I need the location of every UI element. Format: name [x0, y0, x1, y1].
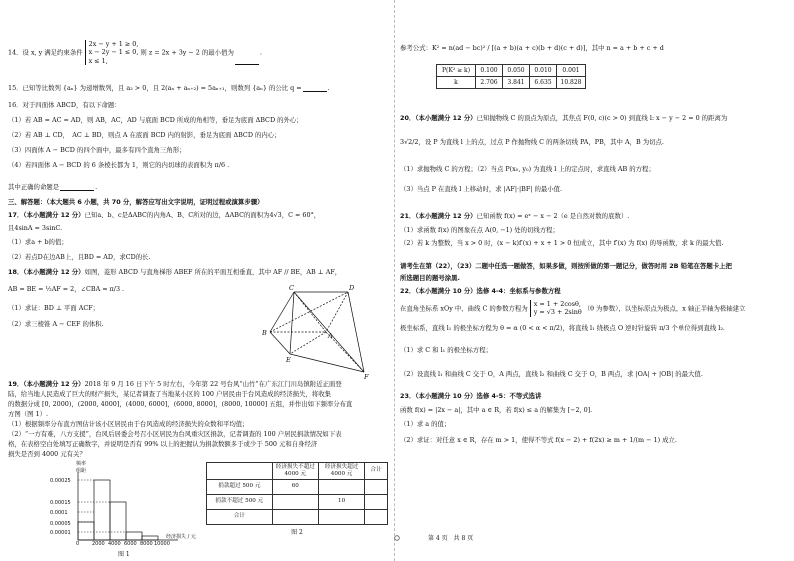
q16-end: .	[95, 183, 98, 191]
q22-text: 在直角坐标系 xOy 中，曲线 C 的参数方程为	[400, 304, 528, 313]
q23-head: 23．（本小题满分 10 分）选修 4-5：不等式选讲	[400, 392, 542, 400]
table-cell: 3.841	[503, 77, 530, 89]
q21-text: 已知函数 f(x) = eˣ − x − 2（e 是自然对数的底数）.	[476, 212, 630, 220]
table-cell	[365, 494, 388, 509]
q17-part-1: （1）求a + b的值；	[8, 238, 68, 246]
table-cell: 0.010	[530, 65, 557, 77]
hist-ylabel-top: 频率	[76, 461, 87, 467]
table-cell: 10	[318, 494, 364, 509]
q16-item-1: （1）若 AB = AC = AD，则 AB，AC，AD 与底面 BCD 所成的角相等，垂足为底面 ΔBCD 的外心；	[8, 116, 303, 124]
q19-part-2: （2）“一方有难，八方支援”，台风后居委会号召小区居民为台风重灾区捐款，记者调查的 100 户居民捐款情况如下表	[8, 430, 342, 438]
table-row	[437, 65, 586, 77]
ytick-4: 0.00005	[50, 521, 71, 527]
ytick-3: 0.0001	[50, 510, 68, 516]
q20-parts-1-2: （1）求抛物线 C 的方程；（2）当点 P(x₀, y₀) 为直线 l 上的定点时，求直线 AB 的方程；	[400, 165, 655, 173]
edge-ae	[290, 332, 326, 354]
table-cell: 10.828	[557, 77, 586, 89]
edge-ca	[294, 292, 326, 332]
bar-4000-6000	[110, 502, 126, 540]
hist-xlabel: 经济损失 / 元	[166, 534, 196, 540]
xtick-6000: 6000	[124, 541, 137, 547]
center-circle-mark	[394, 535, 400, 543]
bar-2000-4000	[94, 480, 110, 540]
q18-line-1	[8, 268, 341, 276]
question-15	[8, 84, 330, 92]
table-cell	[272, 509, 318, 524]
q23-part-2: （2）求证：对任意 x ∈ R，存在 m > 1，使得不等式 f(x − 2) + f(2x) ≥ m + 1/(m − 1) 成立.	[400, 436, 677, 444]
elective-notice: 请考生在第（22），（23）二题中任选一题做答，如果多做，则按所做的第一题记分，做答时用 2B 铅笔在答题卡上把	[400, 262, 732, 270]
table-cell: 捐款不超过 500 元	[207, 494, 273, 509]
table-cell	[272, 494, 318, 509]
q14-text: x, y 满足约束条件	[28, 48, 83, 57]
edge-ef	[290, 354, 364, 372]
q18-part-1: （1）求证：BD ⊥ 平面 ACF；	[8, 304, 100, 312]
q22-line-2: 极坐标系，直线 l₁ 的极坐标方程为 θ = α (0 < α < π/2)，将直线 l₁ 绕极点 O 逆时针旋转 π/3 个单位得到直线 l₂.	[400, 324, 725, 332]
figure-2-caption: 图 2	[291, 528, 303, 536]
q17-text: 已知a、b、c是ΔABC的内角A、B、C所对的边，ΔABC的面积为4√3，C = 60°，	[84, 211, 321, 219]
vertex-d: D	[349, 284, 355, 292]
edge-df	[348, 292, 364, 372]
constraint-3: x ≤ 1,	[88, 56, 108, 65]
q20-line-2: 3√2/2，设 P 为直线 l 上的点，过点 P 作抛物线 C 的两条切线 PA，PB，其中 A，B 为切点.	[400, 138, 664, 146]
xtick-8000: 8000	[140, 541, 153, 547]
q18-text: 如图，菱形 ABCD 与直角梯形 ABEF 所在的平面互相垂直，其中 AF // BE，AB ⊥ AF，	[84, 268, 342, 276]
constraint-2: x − 2y − 1 ≤ 0,	[88, 48, 139, 57]
critical-value-table	[436, 64, 586, 89]
q15-text: 15．已知等比数列 {aₙ} 为递增数列，且 a₂ > 0，且 2(aₙ + aₙ₊₂) = 5aₙ₊₁，则数列 {aₙ} 的公比 q =	[8, 84, 302, 92]
q19-line-3: 的数据分成 [0, 2000)，(2000, 4000]，(4000, 6000]，(6000, 8000]，(8000, 10000] 五组，并作出如下频率分布直	[8, 400, 353, 408]
q21-part-2: （2）若 k 为整数，当 x > 0 时，(x − k)f′(x) + x + 1 > 0 恒成立，其中 f′(x) 为 f(x) 的导函数，求 k 的最大值.	[400, 239, 724, 247]
xtick-10000: 10000	[154, 541, 170, 547]
q22-line-1	[400, 300, 745, 317]
question-14	[8, 40, 262, 65]
param-x: x = 1 + 2cosθ,	[533, 300, 581, 308]
edge-cb	[270, 292, 294, 332]
q14-label: 14．设	[8, 48, 29, 57]
xtick-0: 0	[76, 541, 80, 547]
table-cell	[318, 479, 364, 494]
table-header-cell	[207, 463, 273, 480]
q19-line-1	[8, 380, 342, 388]
bar-6000-8000	[126, 532, 142, 540]
table-row	[207, 509, 388, 524]
q19-part-2-cont: 格，在表格空白处填写正确数字，并说明是否有 99% 以上的把握认为捐款数额多于或少于 500 元和自身经济	[8, 440, 318, 448]
q17-line-1	[8, 211, 320, 219]
q14-end: .	[259, 48, 262, 57]
table-cell: 0.100	[476, 65, 503, 77]
contingency-table-figure-2	[206, 462, 388, 536]
q22-part-1: （1）求 C 和 l₁ 的极坐标方程；	[400, 346, 492, 354]
q17-head: 17．（本小题满分 12 分）	[8, 211, 85, 219]
xtick-2000: 2000	[92, 541, 105, 547]
q19-head: 19．（本小题满分 12 分）	[8, 380, 85, 388]
xtick-4000: 4000	[108, 541, 121, 547]
donation-table	[206, 462, 388, 525]
table-cell: 捐款超过 500 元	[207, 479, 273, 494]
table-row	[437, 77, 586, 89]
q19-part-1: （1）根据频率分布直方图估计该小区居民由于台风造成的经济损失的众数和平均值；	[8, 420, 249, 428]
table-cell: 0.050	[503, 65, 530, 77]
ytick-5: 0.00001	[50, 530, 71, 536]
table-row	[207, 479, 388, 494]
q20-text: 已知抛物线 C 的顶点为原点，其焦点 F(0, c)(c > 0) 到直线 l: x − y − 2 = 0 的距离为	[476, 114, 728, 122]
answer-blank	[303, 85, 327, 92]
bar-8000-10000	[142, 536, 158, 540]
hist-ylabel-bottom: 组距	[76, 468, 87, 474]
answer-blank	[235, 58, 259, 65]
q17-part-2: （2）若点D在边AB上，且BD = AD，求CD的长.	[8, 253, 151, 261]
edge-be	[270, 332, 290, 354]
table-cell	[318, 509, 364, 524]
q21-line-1	[400, 212, 629, 220]
q23-text: 函数 f(x) = |2x − a|，其中 a ∈ R，若 f(x) ≤ a 的解集为 [−2, 0].	[400, 406, 593, 414]
vertex-a: A	[328, 332, 333, 340]
ytick-1: 0.00025	[50, 478, 71, 484]
q23-part-1: （1）求 a 的值；	[400, 420, 451, 428]
q20-head: 20．（本小题满分 12 分）	[400, 114, 477, 122]
q14-ask: 则 z = 2x + 3y − 2 的最小值为	[140, 48, 234, 57]
q16-intro: 16．对于四面体 ABCD，有以下命题：	[8, 101, 121, 109]
q19-line-2: 陆，给当地人民造成了巨大的财产损失，某记者调查了当地某小区的 100 户居民由于台风造成的经济损失，将收集	[8, 390, 332, 398]
q19-line-4: 方图（图 1）.	[8, 410, 49, 418]
table-cell: 60	[272, 479, 318, 494]
q16-ask	[8, 183, 97, 191]
k-value-table-wrap	[436, 64, 586, 89]
section-3-heading: 三、解答题：（本大题共 6 小题，共 70 分，解答应写出文字说明，证明过程或演算步骤）	[8, 198, 264, 206]
q16-item-4: （4）若四面体 A − BCD 的 6 条棱长都为 1，则它的内切球的表面积为 π/6 .	[8, 161, 230, 169]
table-header-cell: 合计	[365, 463, 388, 480]
q22-part-2: （2）设直线 l₁ 和曲线 C 交于 O，A 两点，直线 l₂ 和曲线 C 交于 O，B 两点，求 |OA| + |OB| 的最大值.	[400, 370, 703, 378]
edge-ce	[290, 292, 294, 354]
table-cell: P(K² ≥ k)	[437, 65, 476, 77]
table-cell: 0.001	[557, 65, 586, 77]
table-cell	[365, 479, 388, 494]
table-cell: 2.706	[476, 77, 503, 89]
q22-parametric	[530, 300, 582, 317]
q14-constraints	[85, 40, 139, 65]
q16-item-2: （2）若 AB ⊥ CD， AC ⊥ BD，则点 A 在底面 BCD 内的射影，垂足为底面 ΔBCD 的内心；	[8, 131, 281, 139]
vertex-b: B	[262, 329, 267, 337]
constraint-1: 2x − y + 1 ≥ 0,	[88, 40, 139, 48]
q20-part-3: （3）当点 P 在直线 l 上移动时，求 |AF|·|BF| 的最小值.	[400, 185, 563, 193]
table-header-cell: 经济损失不超过 4000 元	[272, 463, 318, 480]
page-number: 第 4 页 共 8 页	[428, 534, 474, 542]
table-cell	[365, 509, 388, 524]
vertex-c: C	[289, 284, 294, 292]
bar-0-2000	[78, 522, 94, 540]
reference-label: 参考公式：	[400, 44, 432, 52]
figure-1-caption: 图 1	[118, 551, 130, 558]
q19-text: 2018 年 9 月 16 日下午 5 时左右，今年第 22 号台风“山竹”在广东江门川岛镇附近正面登	[84, 380, 342, 388]
table-header-row	[207, 463, 388, 480]
q21-part-1: （1）求函数 f(x) 的图象在点 A(0, −1) 处的切线方程；	[400, 226, 559, 234]
param-y: y = √3 + 2sinθ	[533, 308, 582, 317]
ytick-2: 0.00015	[50, 500, 71, 506]
answer-blank	[60, 184, 94, 191]
table-cell: 6.635	[530, 77, 557, 89]
vertex-e: E	[286, 356, 291, 364]
table-header-cell: 经济损失超过 4000 元	[318, 463, 364, 480]
elective-notice-cont: 所选题目的题号涂黑.	[400, 274, 460, 282]
table-cell: k	[437, 77, 476, 89]
q17-line-2: 且4sinA = 3sinC.	[8, 224, 63, 232]
q15-end: .	[327, 84, 330, 92]
vertex-f: F	[364, 373, 369, 380]
histogram-figure-1	[28, 458, 208, 558]
table-row	[207, 494, 388, 509]
q16-item-3: （3）四面体 A − BCD 的四个面中，最多有四个直角三角形；	[8, 146, 186, 154]
reference-formula	[400, 44, 664, 52]
table-cell: 合计	[207, 509, 273, 524]
q18-head: 18．（本小题满分 12 分）	[8, 268, 85, 276]
q21-head: 21．（本小题满分 12 分）	[400, 212, 477, 220]
q18-part-2: （2）求三棱锥 A − CEF 的体积.	[8, 320, 104, 328]
chi-square-formula: K² = n(ad − bc)² / [(a + b)(a + c)(b + d)(c + d)]，其中 n = a + b + c + d	[431, 44, 664, 52]
q18-geometry-figure	[256, 282, 376, 380]
q20-line-1	[400, 114, 727, 122]
q19-part-2-end: 损失是否到 4000 元有关？	[8, 450, 86, 458]
q22-head: 22．（本小题满分 10 分）选修 4-4：坐标系与参数方程	[400, 287, 561, 295]
q16-ask-text: 其中正确的命题是	[8, 183, 60, 191]
q22-text-cont: （θ 为参数），以坐标原点为极点，x 轴正半轴为极轴建立	[583, 304, 746, 313]
column-divider	[394, 0, 396, 561]
q18-line-2: AB = BE = ½AF = 2，∠CBA = π/3 .	[8, 285, 125, 293]
